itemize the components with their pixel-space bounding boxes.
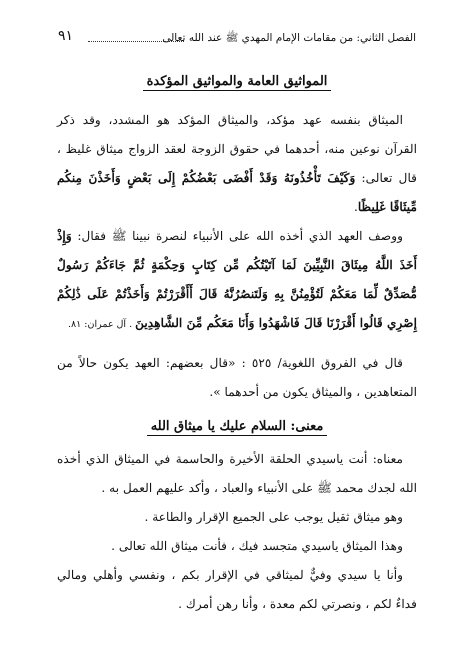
section-heading-meaning	[57, 417, 417, 437]
paragraph-end: .	[353, 200, 358, 214]
paragraph-text: الميثاق بنفسه عهد مؤكد، والميثاق المؤكد هو المشدد، وقد ذكر القرآن نوعين منه، أحدهما في حقوق الزوجة لعقد الزواج ميثاق غليظ ، قال تعالى:	[57, 113, 417, 185]
paragraph-meaning	[57, 445, 417, 503]
paragraph-heavy-covenant	[57, 503, 417, 532]
page-number: ٩١	[58, 28, 74, 44]
section-heading-covenants	[57, 72, 417, 92]
section-heading-text: معنى: السلام عليك يا ميثاق الله	[147, 419, 328, 436]
quran-verse: وَإِذْ أَخَذَ اللَّهُ مِيثَاقَ النَّبِيِّينَ لَمَا آتَيْتُكُم مِّن كِتَابٍ وَحِكْمَةٍ ثُمَّ جَاءَكُمْ رَسُولٌ مُّصَدِّقٌ لِّمَا مَعَكُمْ لَتُؤْمِنُنَّ بِهِ وَلَتَنصُرُنَّهُ قَالَ أَأَقْرَرْتُمْ وَأَخَذْتُمْ عَلَى ذَٰلِكُمْ إِصْرِي قَالُوا أَقْرَرْنَا قَالَ فَاشْهَدُوا وَأَنَا مَعَكُم مِّنَ الشَّاهِدِينَ	[57, 229, 417, 330]
paragraph-text: وهذا الميثاق ياسيدي متجسد فيك ، فأنت ميثاق الله تعالى .	[111, 539, 403, 553]
paragraph-loyalty	[57, 561, 417, 619]
paragraph-linguistic-difference	[57, 349, 417, 407]
paragraph-text: معناه: أنت ياسيدي الحلقة الأخيرة والحاسمة في الميثاق الذي أخذه الله لجدك محمد ﷺ على الأنبياء والعباد ، وأكد عليهم العمل به .	[57, 452, 417, 495]
section-heading-text: المواثيق العامة والمواثيق المؤكدة	[143, 74, 332, 91]
verse-reference: . آل عمران: ٨١.	[68, 319, 136, 330]
paragraph-embodied-covenant	[57, 532, 417, 561]
running-header	[58, 28, 416, 48]
quran-verse: وَكَيْفَ تَأْخُذُونَهُ وَقَدْ أَفْضَى بَعْضُكُمْ إِلَى بَعْضٍ وَأَخَذْنَ مِنكُم مِّيثَاقًا غَلِيظًا	[57, 171, 417, 214]
paragraph-prophets-covenant	[57, 222, 417, 339]
paragraph-covenant-definition	[57, 106, 417, 222]
paragraph-text: وأنا يا سيدي وفيٌّ لميثاقي في الإقرار بكم ، ونفسي وأهلي ومالي فداءٌ لكم ، ونصرتي لكم معدة ، وأنا رهن أمرك .	[57, 568, 417, 611]
paragraph-text: قال في الفروق اللغوية/ ٥٢٥ : «قال بعضهم: العهد يكون حالاً من المتعاهدين ، والميثاق يكون من أحدهما ».	[57, 356, 417, 399]
header-leader-dots	[88, 41, 184, 42]
chapter-title: الفصل الثاني: من مقامات الإمام المهدي ﷺ عند الله تعالى	[162, 32, 416, 44]
paragraph-text: ووصف العهد الذي أخذه الله على الأنبياء لنصرة نبينا ﷺ فقال:	[71, 229, 403, 243]
page-body	[57, 66, 417, 619]
paragraph-text: وهو ميثاق ثقيل يوجب على الجميع الإقرار والطاعة .	[144, 510, 403, 524]
